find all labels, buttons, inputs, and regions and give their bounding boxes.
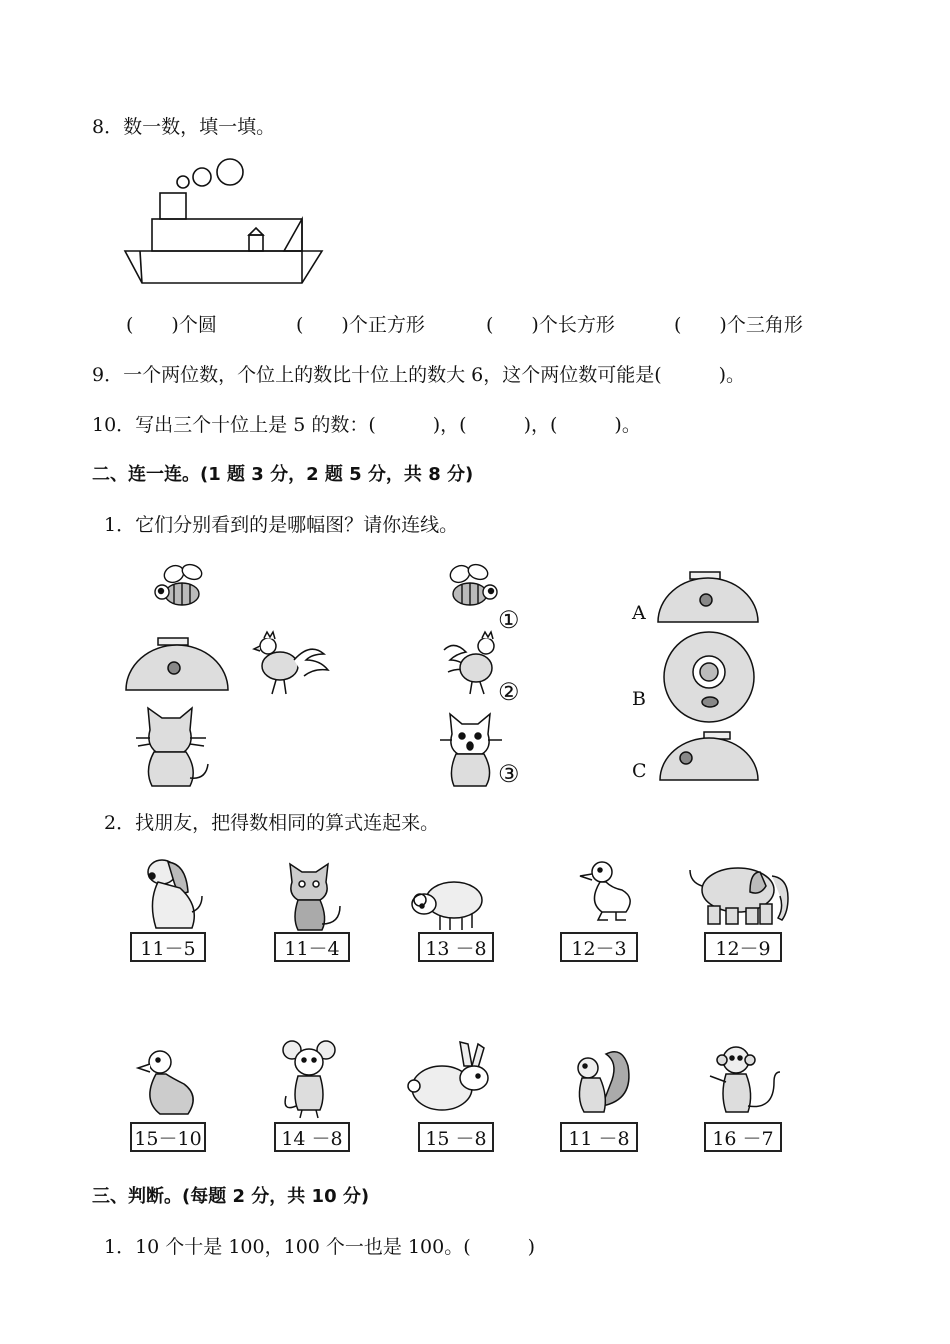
bee-view-icon: [440, 562, 504, 612]
duck-bottom-icon: [138, 1048, 200, 1120]
option-letter-c: C: [632, 760, 647, 782]
view-number-3: ③: [498, 760, 520, 788]
bowl-view-c-icon: [658, 730, 760, 782]
expr-box-bottom-5[interactable]: 16 －7: [704, 1122, 782, 1152]
rooster-view-icon: [436, 630, 500, 696]
circle-large: [217, 159, 243, 185]
view-number-2: ②: [498, 678, 520, 706]
option-letter-a: A: [632, 602, 646, 624]
section2-q1-text: 1．它们分别看到的是哪幅图？请你连线。: [104, 514, 459, 536]
expr-box-top-1[interactable]: 11－5: [130, 932, 206, 962]
rectangle-cabin: [152, 219, 302, 251]
squirrel-icon: [572, 1046, 632, 1118]
expr-box-bottom-1[interactable]: 15－10: [130, 1122, 206, 1152]
monkey-icon: [706, 1044, 782, 1118]
rabbit-icon: [406, 1040, 498, 1114]
expr-box-top-5[interactable]: 12－9: [704, 932, 782, 962]
sheep-icon: [410, 876, 484, 932]
rooster-icon: [254, 630, 330, 696]
cat-icon: [284, 862, 344, 932]
q8-answer-circle[interactable]: ( )个圆: [126, 314, 217, 336]
bee-icon: [148, 562, 212, 612]
bowl-front-icon: [124, 636, 230, 692]
q8-answer-rectangle[interactable]: ( )个长方形: [486, 314, 615, 336]
square: [160, 193, 186, 219]
elephant-icon: [688, 862, 792, 926]
expr-box-top-4[interactable]: 12－3: [560, 932, 638, 962]
expr-box-bottom-4[interactable]: 11 －8: [560, 1122, 638, 1152]
section2-q2-text: 2．找朋友，把得数相同的算式连起来。: [104, 812, 440, 834]
option-letter-b: B: [632, 688, 646, 710]
bowl-view-b-icon: [662, 630, 756, 724]
cat-back-icon: [136, 704, 212, 788]
dog-icon: [140, 852, 206, 930]
expr-box-bottom-3[interactable]: 15 －8: [418, 1122, 494, 1152]
section3-title: 三、判断。(每题 2 分，共 10 分): [92, 1186, 370, 1207]
circle-medium: [193, 168, 211, 186]
cat-view-icon: [440, 712, 504, 788]
expr-box-top-2[interactable]: 11－4: [274, 932, 350, 962]
q8-answer-square[interactable]: ( )个正方形: [296, 314, 425, 336]
ship-figure: [120, 150, 330, 290]
expr-box-bottom-2[interactable]: 14 －8: [274, 1122, 350, 1152]
section2-title: 二、连一连。(1 题 3 分，2 题 5 分，共 8 分): [92, 464, 474, 485]
roof-triangle: [249, 228, 263, 235]
flag-triangle: [284, 219, 302, 251]
circle-small: [177, 176, 189, 188]
bowl-view-a-icon: [656, 570, 760, 624]
small-rectangle: [249, 235, 263, 251]
hull: [125, 251, 322, 283]
q9-text: 9．一个两位数，个位上的数比十位上的数大 6，这个两位数可能是( )。: [92, 364, 746, 386]
duck-icon: [580, 858, 636, 922]
q10-text: 10．写出三个十位上是 5 的数：( )，( )，( )。: [92, 414, 641, 436]
section3-q1-text: 1．10 个十是 100，100 个一也是 100。( ): [104, 1236, 536, 1258]
expr-box-top-3[interactable]: 13 －8: [418, 932, 494, 962]
q8-answer-triangle[interactable]: ( )个三角形: [674, 314, 803, 336]
q8-title: 8．数一数，填一填。: [92, 116, 276, 138]
mouse-icon: [280, 1040, 342, 1120]
view-number-1: ①: [498, 606, 520, 634]
